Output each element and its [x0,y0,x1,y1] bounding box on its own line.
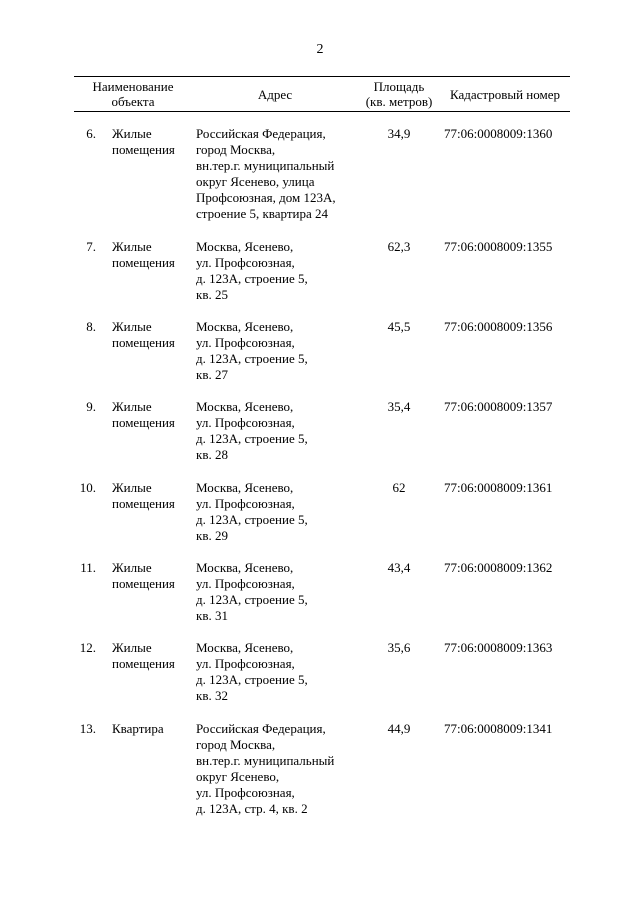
row-number: 8. [86,319,96,334]
page-number: 2 [316,42,324,57]
area-value: 34,9 [387,126,411,141]
header-address-label: Адрес [257,86,293,102]
address-line: Москва, Ясенево, [196,239,294,254]
address-line: д. 123А, строение 5, [196,351,308,366]
header-address [192,78,358,110]
object-name-line: помещения [112,415,175,430]
address [196,560,356,624]
address-line: кв. 25 [196,287,228,302]
address-line: ул. Профсоюзная, [196,335,295,350]
address [196,721,356,817]
address-line: ул. Профсоюзная, [196,656,295,671]
cadastral-number: 77:06:0008009:1356 [444,319,553,334]
address-line: ул. Профсоюзная, [196,415,295,430]
address-line: кв. 28 [196,447,228,462]
object-name [112,319,192,351]
object-name-line: помещения [112,496,175,511]
object-name-line: помещения [112,335,175,350]
cadastral-number: 77:06:0008009:1362 [444,560,553,575]
address-line: кв. 32 [196,688,228,703]
object-name [112,480,192,512]
object-name [112,126,192,158]
object-name-line: помещения [112,255,175,270]
object-name [112,560,192,592]
object-name [112,640,192,672]
area-value: 62,3 [387,239,411,254]
header-cadastral-label: Кадастровый номер [449,86,561,102]
row-number: 9. [86,399,96,414]
address-line: Российская Федерация, [196,126,326,141]
address [196,239,356,303]
cadastral-number: 77:06:0008009:1360 [444,126,553,141]
row-number: 7. [86,239,96,254]
address-line: Москва, Ясенево, [196,399,294,414]
object-name [112,239,192,271]
address-line: кв. 31 [196,608,228,623]
object-name-line: Квартира [112,721,164,736]
object-name-line: помещения [112,142,175,157]
header-area [358,78,440,110]
address-line: Профсоюзная, дом 123А, [196,190,336,205]
address-line: д. 123А, стр. 4, кв. 2 [196,801,308,816]
address-line: д. 123А, строение 5, [196,431,308,446]
object-name-line: Жилые [112,480,152,495]
row-number: 10. [79,480,96,495]
address-line: город Москва, [196,142,276,157]
header-name [74,78,192,110]
address-line: Москва, Ясенево, [196,319,294,334]
cadastral-number: 77:06:0008009:1341 [444,721,553,736]
area-value: 45,5 [387,319,411,334]
address-line: вн.тер.г. муниципальный [196,753,335,768]
area-value: 62 [392,480,406,495]
object-name-line: помещения [112,576,175,591]
object-name-line: помещения [112,656,175,671]
address-line: Москва, Ясенево, [196,640,294,655]
address-line: д. 123А, строение 5, [196,672,308,687]
address-line: ул. Профсоюзная, [196,576,295,591]
object-name-line: Жилые [112,239,152,254]
area-value: 43,4 [387,560,411,575]
row-number: 12. [79,640,96,655]
address-line: строение 5, квартира 24 [196,206,329,221]
address-line: ул. Профсоюзная, [196,255,295,270]
address-line: округ Ясенево, улица [196,174,315,189]
cadastral-number: 77:06:0008009:1363 [444,640,553,655]
address-line: ул. Профсоюзная, [196,785,295,800]
address-line: Москва, Ясенево, [196,480,294,495]
address-line: вн.тер.г. муниципальный [196,158,335,173]
address-line: Российская Федерация, [196,721,326,736]
object-name-line: Жилые [112,399,152,414]
address-line: округ Ясенево, [196,769,280,784]
address-line: Москва, Ясенево, [196,560,294,575]
row-number: 13. [79,721,96,736]
address-line: кв. 27 [196,367,228,382]
address [196,126,356,222]
cadastral-number: 77:06:0008009:1361 [444,480,553,495]
address-line: д. 123А, строение 5, [196,271,308,286]
address [196,480,356,544]
address [196,640,356,704]
area-value: 44,9 [387,721,411,736]
address [196,399,356,463]
row-number: 6. [86,126,96,141]
area-value: 35,4 [387,399,411,414]
header-name-line: объекта [111,94,155,109]
address-line: д. 123А, строение 5, [196,592,308,607]
object-name-line: Жилые [112,560,152,575]
row-number: 11. [80,560,96,575]
cadastral-number: 77:06:0008009:1355 [444,239,553,254]
address [196,319,356,383]
object-name [112,721,192,737]
area-value: 35,6 [387,640,411,655]
object-name-line: Жилые [112,640,152,655]
header-name-line: Наименование [92,79,174,94]
table-header-rule [74,111,570,112]
header-cadastral [440,78,570,110]
object-name [112,399,192,431]
address-line: д. 123А, строение 5, [196,512,308,527]
address-line: город Москва, [196,737,276,752]
header-area-line: (кв. метров) [365,94,433,109]
address-line: кв. 29 [196,528,228,543]
object-name-line: Жилые [112,126,152,141]
object-name-line: Жилые [112,319,152,334]
header-area-line: Площадь [373,79,425,94]
cadastral-number: 77:06:0008009:1357 [444,399,553,414]
table-top-rule [74,76,570,77]
address-line: ул. Профсоюзная, [196,496,295,511]
